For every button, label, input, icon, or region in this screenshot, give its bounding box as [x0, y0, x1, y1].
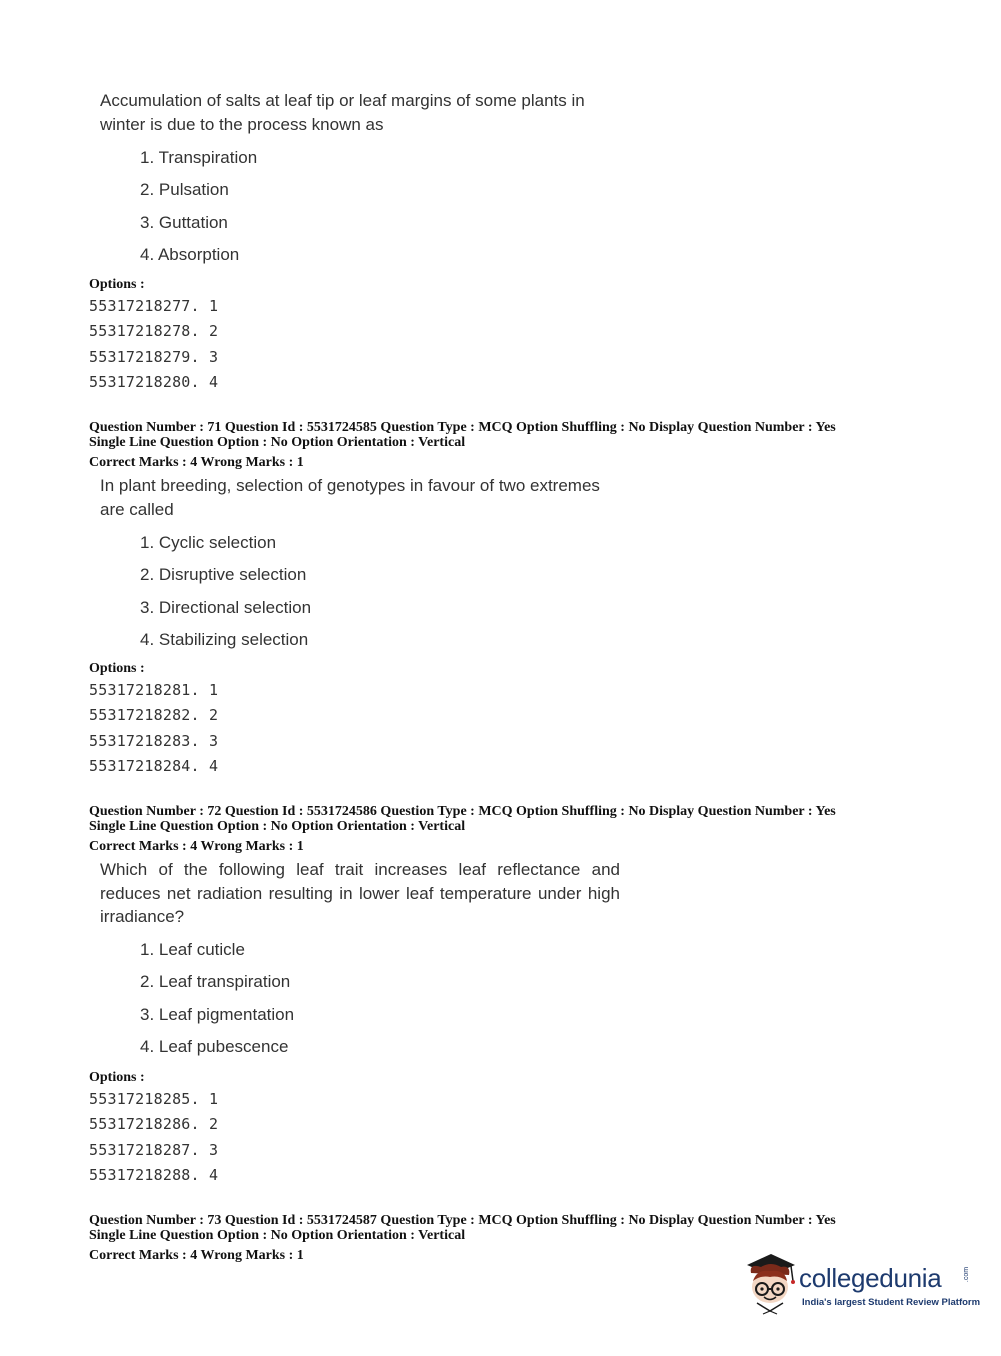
question-meta-line: Single Line Question Option : No Option Orientation : Vertical — [89, 818, 466, 834]
options-heading: Options : — [89, 277, 145, 292]
answer-choice: 2. Leaf transpiration — [140, 972, 291, 992]
option-id: 55317218282. 2 — [89, 706, 219, 725]
question-meta-line: Single Line Question Option : No Option Orientation : Vertical — [89, 1227, 466, 1243]
option-id-list — [89, 296, 218, 397]
answer-choice: 2. Pulsation — [140, 180, 229, 200]
option-id: 55317218288. 4 — [89, 1165, 219, 1184]
option-id-list — [89, 680, 218, 781]
answer-choice: 1. Leaf cuticle — [140, 940, 245, 959]
option-id: 55317218277. 1 — [89, 297, 219, 315]
options-heading: Options : — [89, 1070, 145, 1085]
answer-choice: 1. Cyclic selection — [140, 533, 277, 552]
option-id-list — [89, 1089, 218, 1190]
logo-dotcom: .com — [963, 1266, 971, 1283]
answer-choice: 4. Leaf pubescence — [140, 1036, 289, 1056]
answer-choices — [140, 938, 294, 1067]
answer-choices — [140, 531, 311, 660]
answer-choice: 3. Guttation — [140, 212, 228, 232]
options-heading: Options : — [89, 661, 145, 676]
question-meta — [89, 421, 889, 470]
option-id: 55317218280. 4 — [89, 372, 219, 391]
answer-choice: 1. Transpiration — [140, 148, 258, 167]
marks-line: Correct Marks : 4 Wrong Marks : 1 — [89, 1247, 304, 1263]
answer-choice: 4. Absorption — [140, 244, 240, 264]
answer-choice: 2. Disruptive selection — [140, 565, 307, 585]
question-meta-line: Question Number : 72 Question Id : 5531724586 Question Type : MCQ Option Shuffling : No Display Question Number : Yes — [89, 804, 836, 819]
collegedunia-logo — [743, 1251, 981, 1321]
marks-line: Correct Marks : 4 Wrong Marks : 1 — [89, 838, 304, 854]
answer-choices — [140, 146, 257, 275]
option-id: 55317218279. 3 — [89, 347, 219, 366]
option-id: 55317218286. 2 — [89, 1115, 219, 1134]
option-id: 55317218287. 3 — [89, 1140, 219, 1159]
question-text: Accumulation of salts at leaf tip or leaf margins of some plants in winter is due to the process known as — [100, 91, 585, 134]
logo-wordmark: collegedunia — [799, 1263, 942, 1293]
option-id: 55317218284. 4 — [89, 756, 219, 775]
question-text: In plant breeding, selection of genotypes in favour of two extremes are called — [100, 476, 600, 519]
student-mascot-icon — [743, 1251, 799, 1321]
question-meta-line: Single Line Question Option : No Option Orientation : Vertical — [89, 434, 466, 450]
option-id: 55317218285. 1 — [89, 1090, 219, 1108]
answer-choice: 3. Directional selection — [140, 597, 312, 617]
question-meta — [89, 805, 889, 854]
logo-tagline: India's largest Student Review Platform — [802, 1297, 981, 1308]
question-text: Which of the following leaf trait increases leaf reflectance and reduces net radiation resulting in lower leaf temperature under high irradiance? — [100, 860, 620, 926]
question-meta-line: Question Number : 71 Question Id : 5531724585 Question Type : MCQ Option Shuffling : No Display Question Number : Yes — [89, 420, 836, 435]
option-id: 55317218278. 2 — [89, 322, 219, 341]
question-meta-line: Question Number : 73 Question Id : 5531724587 Question Type : MCQ Option Shuffling : No Display Question Number : Yes — [89, 1213, 836, 1228]
marks-line: Correct Marks : 4 Wrong Marks : 1 — [89, 454, 304, 470]
option-id: 55317218281. 1 — [89, 681, 219, 699]
option-id: 55317218283. 3 — [89, 731, 219, 750]
answer-choice: 3. Leaf pigmentation — [140, 1004, 295, 1024]
answer-choice: 4. Stabilizing selection — [140, 629, 309, 649]
